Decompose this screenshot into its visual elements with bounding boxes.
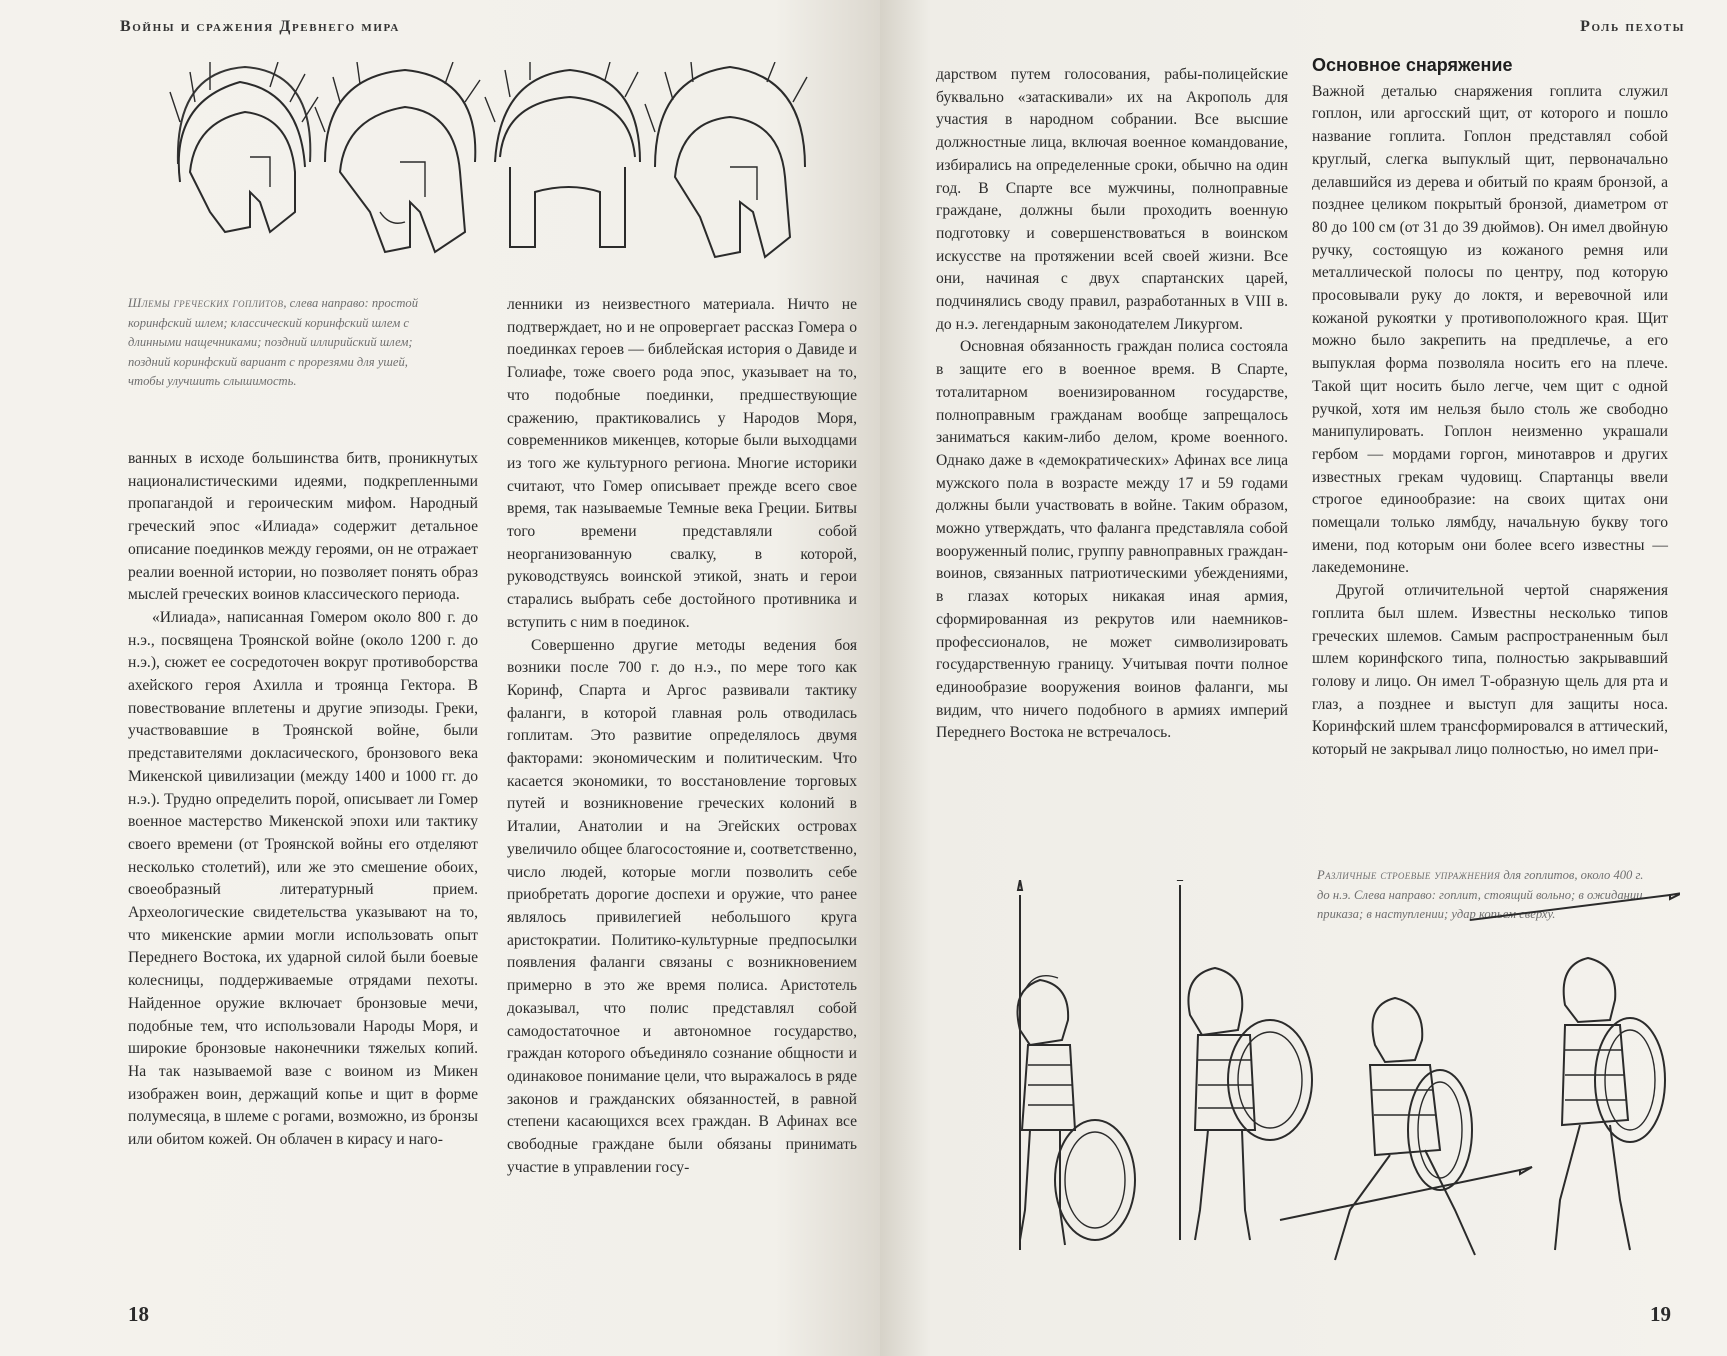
caption-lead: Шлемы греческих гоплитов <box>128 296 284 310</box>
hoplite-at-ease <box>1018 880 1136 1250</box>
page-number-left: 18 <box>128 1302 149 1326</box>
paragraph: ленники из неизвестного материала. Ничто не подтверждает, но и не опровергает рассказ Гомера о поединках героев — библейская история о Давиде и Голиафе, тоже своего рода эпос, указывает на то, что подобные поединки, предшествующие сражению, практиковались у Народов Моря, современников микенцев, которые были выходцами из того же культурного региона. Многие историки считают, что Гомер описывает прежде всего свое время, так называемые Темные века Греции. Битвы того времени представляли собой неорганизованную свалку, в которой, руководствуясь воинской этикой, знать и герои старались выбрать себе достойного противника и вступить с ним в поединок. <box>507 296 857 631</box>
helmet-classic-corinthian <box>315 62 480 252</box>
paragraph: дарством путем голосования, рабы-полицейские буквально «затаскивали» их на Акрополь для участия в народном собрании. Все высшие должностные лица, включая военное командование, избирались на определенные сроки, обычно на один год. В Спарте все мужчины, полноправные граждане, должны были проходить военную подготовку и совершенствоваться в воинском искусстве на протяжении всей своей жизни. Все они, начиная с двух спартанских царей, подчинялись своду правил, разработанных в VIII в. до н.э. легендарным законодателем Ликургом. <box>936 66 1288 333</box>
paragraph: Важной деталью снаряжения гоплита служил гоплон, или аргосский щит, от которого и пошло название гоплита. Гоплон представлял собой круглый, слегка выпуклый щит, первоначально делавшийся из дерева и обитый по краям бронзой, а позднее целиком покрытый бронзой, диаметром от 80 до 100 см (от 31 до 39 дюймов). Он имел двойную ручку, состоящую из кожаного ремня или металлической полосы по центру, под которую просовывали руку до локтя, и веревочной или кожаной рукоятки у противоположного края. Щит можно было закрепить на предплечье, а его выпуклая форма позволяла носить его на плече. Такой щит носить было легче, чем щит с одной ручкой, хотя им нельзя было столь же свободно манипулировать. Гоплон неизменно украшали гербом — мордами горгон, минотавров и других известных грекам чудовищ. Спартанцы ввели строгое единообразие: на своих щитах они помещали только лямбду, начальную букву того имени, под которым они более всего известны — лакедемонине. <box>1312 82 1668 577</box>
paragraph: «Илиада», написанная Гомером около 800 г. до н.э., посвящена Троянской войне (около 1200 г. до н.э.), сюжет ее сосредоточен вокруг противоборства ахейского героя Ахилла и троянца Гектора. В повествование вплетены и другие эпизоды. Греки, участвовавшие в Троянской войне, были представителями докласического, бронзового века Микенской цивилизации (между 1400 и 1000 гг. до н.э.). Трудно определить порой, описывает ли Гомер военное мастерство Микенской эпохи или тактику своего времени (от Троянской войны его отделяют несколько столетий), или же это смешение обоих, своеобразный литературный прием. Археологические свидетельства указывают на то, что микенские армии могли использовать опыт Переднего Востока, их ударной силой были боевые колесницы, поддерживаемые отрядами пехоты. Найденное оружие включает бронзовые мечи, подобные тем, что использовали Народы Моря, и широкие бронзовые наконечники тяжелых копий. На так называемой вазе с воином из Микен изображен воин, держащий копье и щит в форме полумесяца, в шлеме с рогами, возможно, из бронзы или обитом кожей. Он облачен в кирасу и наго- <box>128 608 478 1149</box>
caption-body: для гоплитов, около 400 г. до н.э. Слева направо: гоплит, стоящий вольно; в ожидании приказа; в наступлении; удар копьем сверху. <box>1317 868 1644 921</box>
caption-body: , слева направо: простой коринфский шлем; классический коринфский шлем с длинными нащечниками; поздний иллирийский шлем; поздний коринфский вариант с прорезями для ушей, чтобы улучшить слышимость. <box>128 296 419 388</box>
section-heading: Основное снаряжение <box>1312 55 1513 75</box>
hoplite-awaiting-order <box>1178 880 1312 1240</box>
paragraph: Основная обязанность граждан полиса состояла в защите его в военное время. В Спарте, тоталитарном военизированном государстве, полноправным гражданам вообще запрещалось заниматься каким-либо делом, кроме военного. Однако даже в «демократических» Афинах все лица мужского пола в возрасте между 17 и 59 годами должны были участвовать в войне. Таким образом, можно утверждать, что фаланга представляла собой вооруженный полис, группу равноправных граждан-воинов, связанных патриотическими убеждениями, в глазах которых никакая иная армия, сформированная из рекрутов или наемников-профессионалов, не может символизировать государственную границу. Учитывая почти полное единообразие вооружения воинов фаланги, мы видим, что ничего подобного в армиях империй Переднего Востока не встречалось. <box>936 338 1288 742</box>
hoplites-illustration <box>940 880 1680 1300</box>
hoplite-advancing <box>1280 998 1532 1260</box>
page-number-right: 19 <box>1650 1302 1671 1326</box>
right-page <box>880 0 1727 1356</box>
paragraph: Другой отличительной чертой снаряжения гоплита был шлем. Известны несколько типов греческих шлемов. Самым распространенным был шлем коринфского типа, полностью закрывавший голову и лицо. Он имел Т-образную щель для рта и глаз, а позднее и выступ для защиты носа. Коринфский шлем трансформировался в аттический, который не закрывал лицо полностью, но имел при- <box>1312 582 1668 759</box>
right-column-2 <box>1312 54 1668 762</box>
paragraph: Совершенно другие методы ведения боя возники после 700 г. до н.э., по мере того как Коринф, Спарта и Аргос развивали тактику фаланги, в которой главная роль отводилась гоплитам. Это развитие определялось двумя факторами: экономическим и политическим. Что касается экономики, то восстановление торговых путей и возникновение греческих колоний в Италии, Анатолии и на Эгейских островах увеличило общее благосостояние и, соответственно, число людей, которые могли позволить себе приобретать дорогие доспехи и оружие, что ранее являлось привилегией небольшого круга аристократии. Политико-культурные предпосылки появления фаланги связаны с возникновением примерно в это же время полиса. Аристотель доказывал, что полис представлял собой самодостаточное и автономное государство, граждан которого объединяло сознание общности и одинаковое понимание цели, что выражалось в ряде законов и гражданских обязанностей, в равной степени касающихся всех граждан. В Афинах все свободные граждане были обязаны принимать участие в управлении госу- <box>507 636 857 1176</box>
helmet-simple-corinthian <box>170 62 318 232</box>
running-header-left: Войны и сражения Древнего мира <box>120 18 400 35</box>
hoplite-overhead-thrust <box>1470 893 1680 1250</box>
helmets-illustration <box>150 62 810 262</box>
paragraph: ванных в исходе большинства битв, проникнутых националистическими идеями, подкрепленными пропагандой и героическим мифом. Народный греческий эпос «Илиада» содержит детальное описание поединков между героями, он не отражает реалии военной истории, но позволяет понять образ мыслей греческих воинов классического периода. <box>128 450 478 604</box>
left-column-2 <box>507 294 857 1179</box>
running-header-right: Роль пехоты <box>1580 18 1685 35</box>
helmet-late-corinthian-ear-cutouts <box>645 62 807 257</box>
right-column-1 <box>936 64 1288 745</box>
helmet-late-illyrian <box>485 62 640 247</box>
left-column-1 <box>128 448 478 1152</box>
caption-lead: Различные строевые упражнения <box>1317 868 1501 882</box>
helmets-caption <box>128 294 446 392</box>
